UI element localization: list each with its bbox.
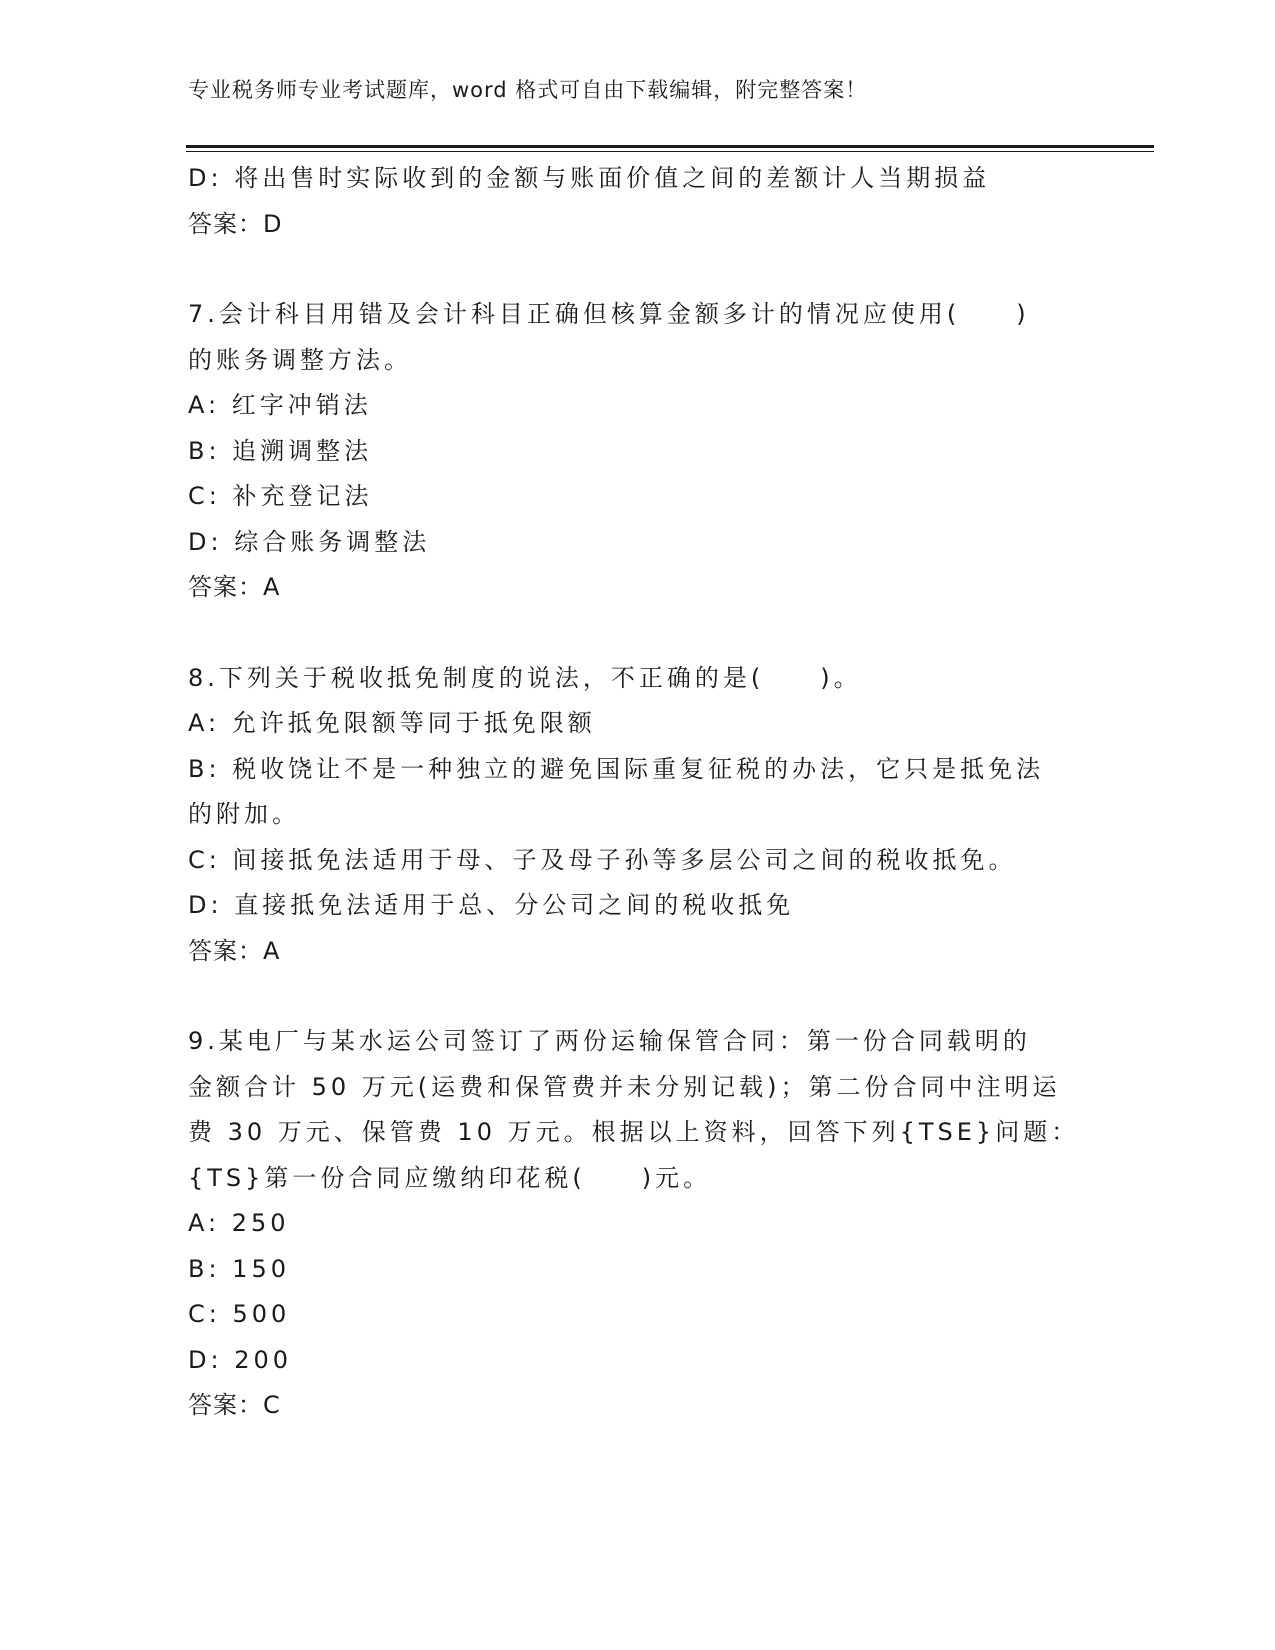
option-line: C: 500 xyxy=(188,1300,291,1328)
option-line: D: 200 xyxy=(188,1345,293,1374)
question-text: 金额合计 50 万元(运费和保管费并未分别记载)；第二份合同中注明运 xyxy=(188,1072,1061,1101)
header-rule-thick xyxy=(186,145,1154,148)
question-text: {TS}第一份合同应缴纳印花税( )元。 xyxy=(188,1163,712,1192)
option-line: A: 红字冲销法 xyxy=(188,391,372,419)
question-block xyxy=(188,292,1088,611)
option-line: B: 税收饶让不是一种独立的避免国际重复征税的办法，它只是抵免法 xyxy=(188,754,1045,783)
option-line: A: 允许抵免限额等同于抵免限额 xyxy=(188,709,596,737)
question-content xyxy=(188,156,1088,1429)
option-line: A: 250 xyxy=(188,1209,290,1237)
option-line: B: 150 xyxy=(188,1254,290,1283)
option-line: 的附加。 xyxy=(188,800,300,828)
option-line: C: 补充登记法 xyxy=(188,482,373,510)
question-text: 8.下列关于税收抵免制度的说法，不正确的是( )。 xyxy=(188,663,862,692)
option-line: C: 间接抵免法适用于母、子及母子孙等多层公司之间的税收抵免。 xyxy=(188,845,1017,874)
header-rule-thin xyxy=(186,151,1154,152)
question-block xyxy=(188,1019,1088,1429)
answer-line: 答案：A xyxy=(188,936,281,965)
question-text: 7.会计科目用错及会计科目正确但核算金额多计的情况应使用( ) xyxy=(188,300,1030,328)
option-line: D: 综合账务调整法 xyxy=(188,527,431,556)
option-line: D: 直接抵免法适用于总、分公司之间的税收抵免 xyxy=(188,891,795,919)
question-text: 费 30 万元、保管费 10 万元。根据以上资料，回答下列{TSE}问题： xyxy=(188,1118,1080,1146)
answer-line: 答案：A xyxy=(188,573,281,601)
question-block xyxy=(188,656,1088,975)
option-line: D: 将出售时实际收到的金额与账面价值之间的差额计人当期损益 xyxy=(188,164,991,192)
answer-line: 答案：D xyxy=(188,209,283,238)
page-header: 专业税务师专业考试题库，word 格式可自由下载编辑，附完整答案！ xyxy=(188,78,868,102)
question-text: 的账务调整方法。 xyxy=(188,345,412,374)
answer-line: 答案：C xyxy=(188,1391,281,1419)
option-line: B: 追溯调整法 xyxy=(188,436,373,465)
question-block xyxy=(188,156,1088,247)
question-text: 9.某电厂与某水运公司签订了两份运输保管合同：第一份合同载明的 xyxy=(188,1027,1031,1055)
